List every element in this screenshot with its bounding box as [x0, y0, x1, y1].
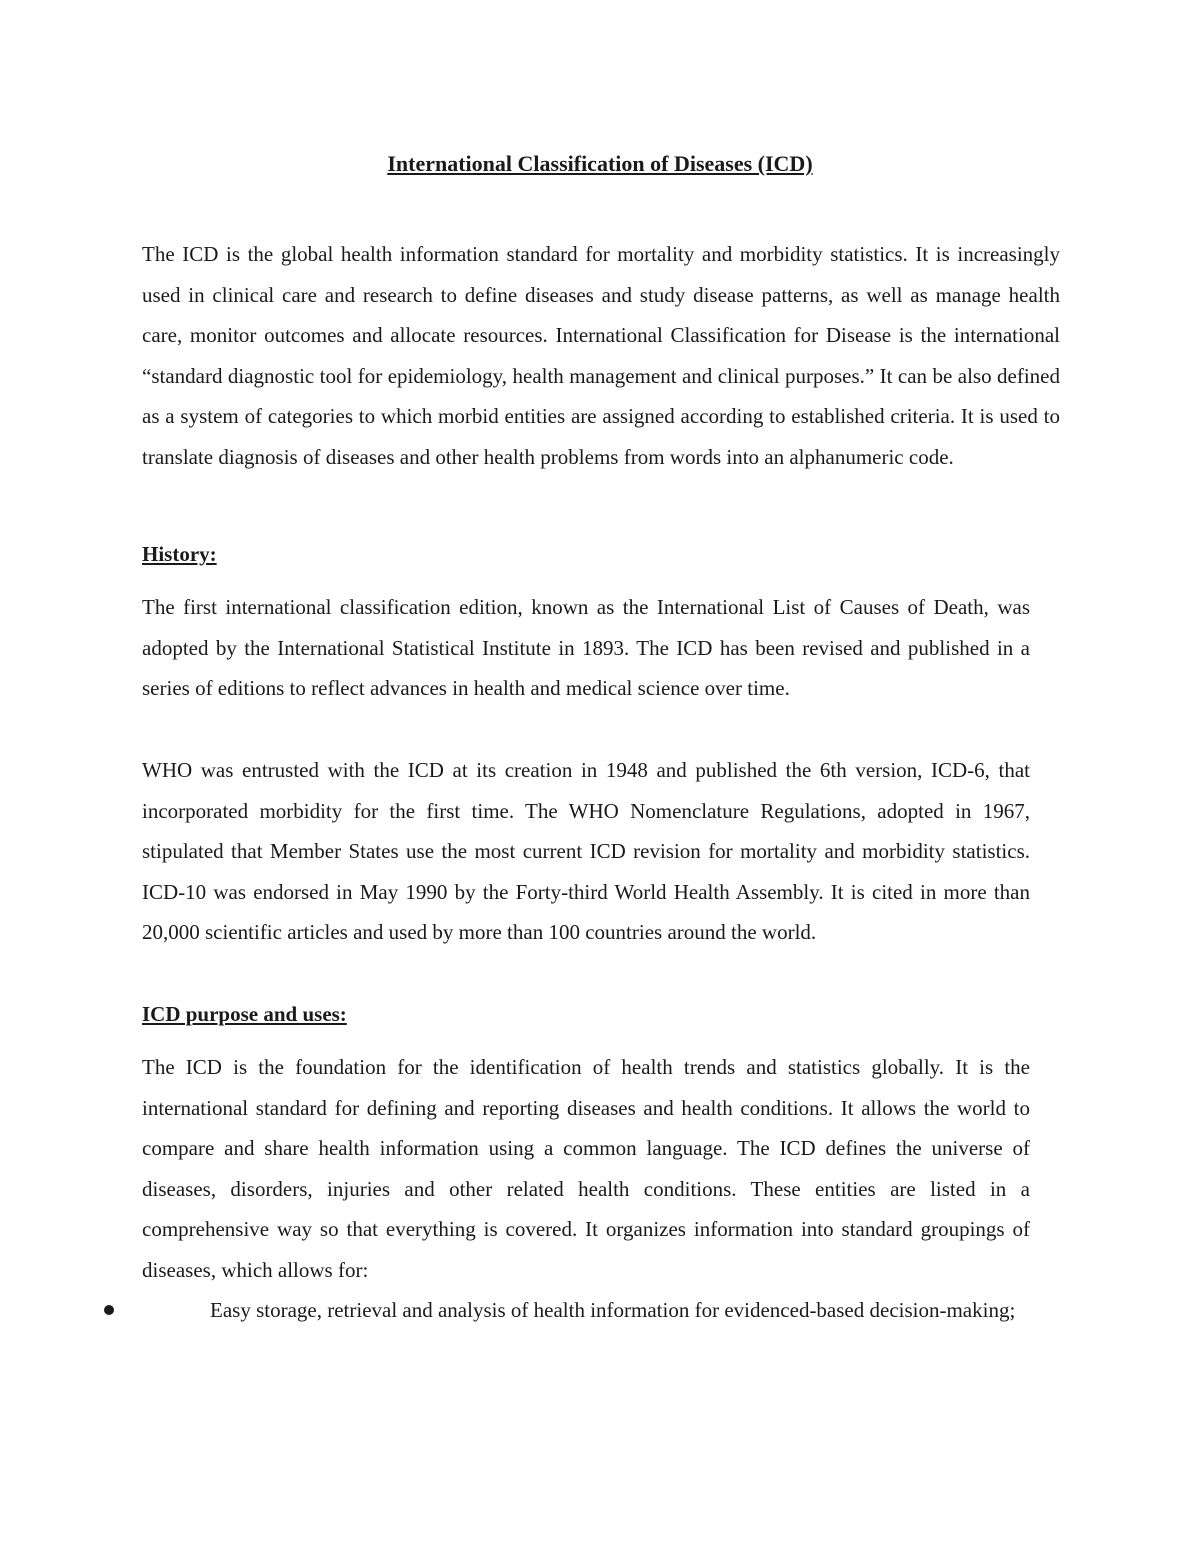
history-heading: History: — [142, 542, 217, 566]
purpose-heading: ICD purpose and uses: — [142, 1002, 347, 1026]
history-paragraph-1: The first international classification edition, known as the International List of Causes of Death, was adopted by the International Statistical Institute in 1893. The ICD has been revised and published in a series of editions to reflect advances in health and medical science over time. — [142, 595, 1030, 701]
bullet-text: Easy storage, retrieval and analysis of health information for evidenced-based decision-making; — [210, 1298, 1016, 1322]
document-title-wrap — [0, 148, 1200, 180]
document-title: International Classification of Diseases (ICD) — [387, 151, 813, 176]
intro-paragraph: The ICD is the global health information standard for mortality and morbidity statistics. It is increasingly used in clinical care and research to define diseases and study disease patterns, as well as manage health care, monitor outcomes and allocate resources. International Classification for Disease is the international “standard diagnostic tool for epidemiology, health management and clinical purposes.” It can be also defined as a system of categories to which morbid entities are assigned according to established criteria. It is used to translate diagnosis of diseases and other health problems from words into an alphanumeric code. — [142, 242, 1060, 469]
history-paragraph-2: WHO was entrusted with the ICD at its creation in 1948 and published the 6th version, ICD-6, that incorporated morbidity for the first time. The WHO Nomenclature Regulations, adopted in 1967, stipulated that Member States use the most current ICD revision for mortality and morbidity statistics. ICD-10 was endorsed in May 1990 by the Forty-third World Health Assembly. It is cited in more than 20,000 scientific articles and used by more than 100 countries around the world. — [142, 758, 1030, 945]
bullet-icon — [104, 1305, 114, 1315]
purpose-paragraph: The ICD is the foundation for the identification of health trends and statistics globally. It is the international standard for defining and reporting diseases and health conditions. It allows the world to compare and share health information using a common language. The ICD defines the universe of diseases, disorders, injuries and other related health conditions. These entities are listed in a comprehensive way so that everything is covered. It organizes information into standard groupings of diseases, which allows for: — [142, 1055, 1030, 1282]
